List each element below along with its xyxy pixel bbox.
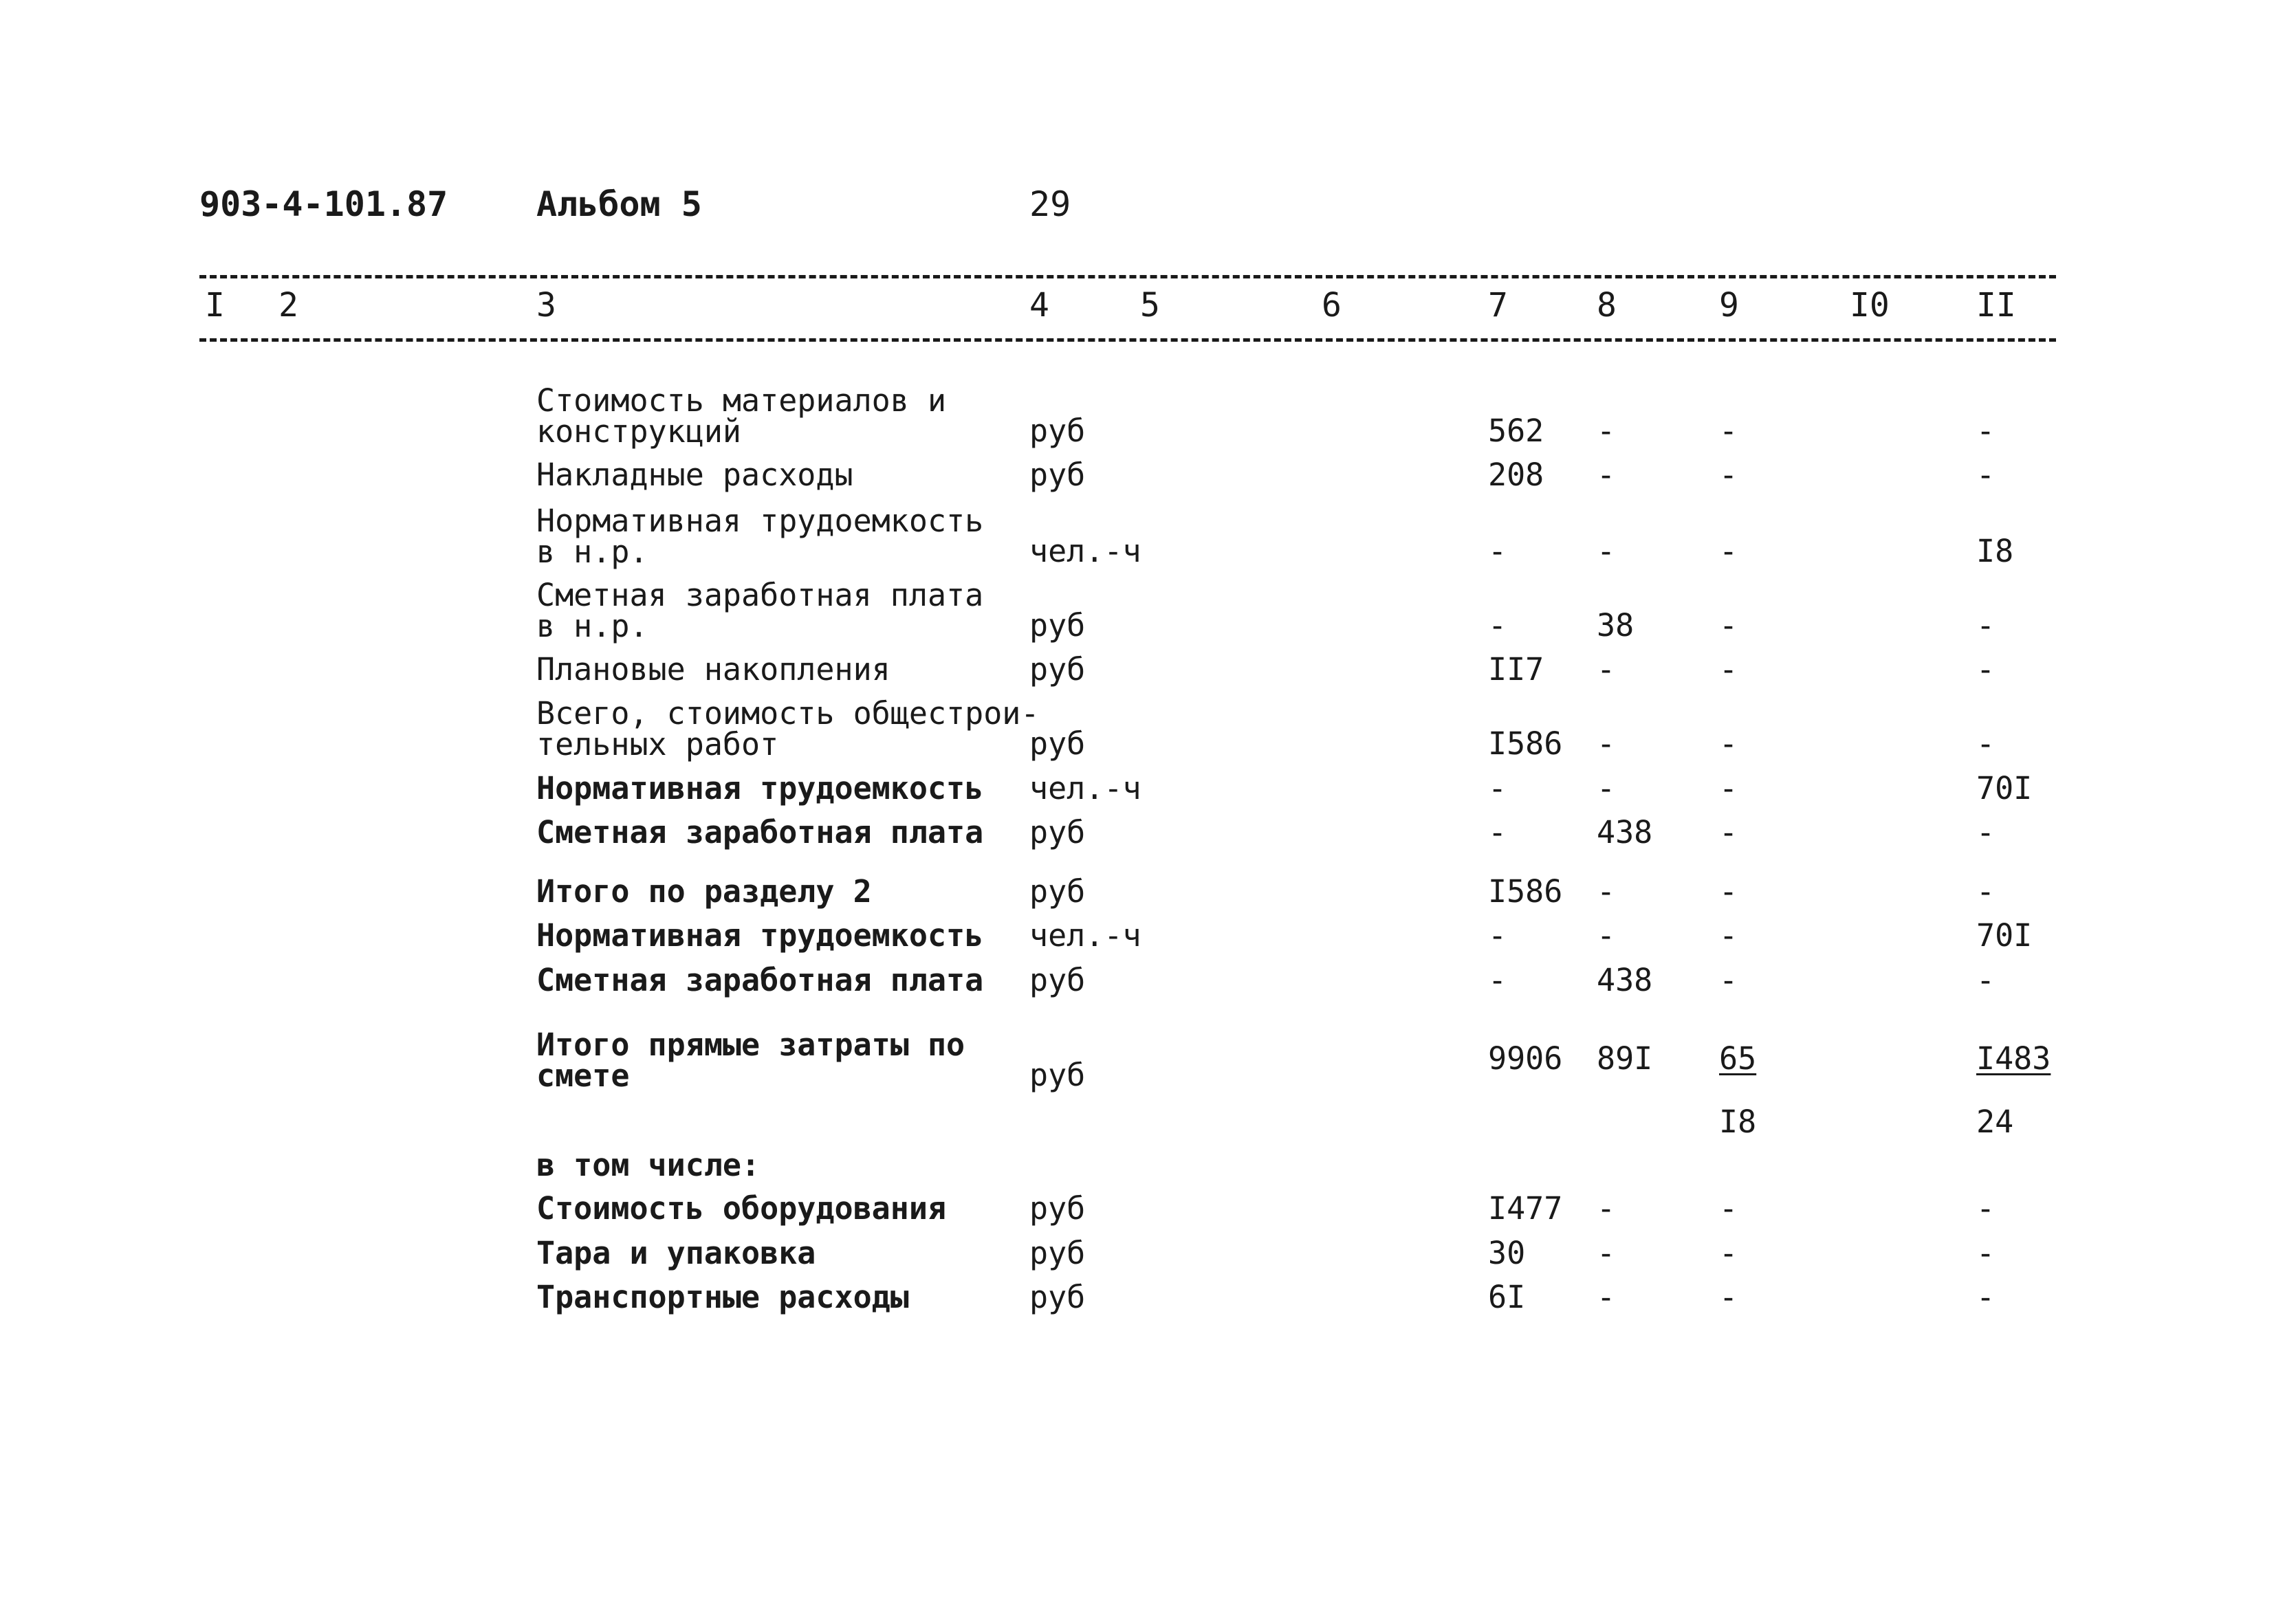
doc-code: 903-4-101.87 [199,184,448,224]
row-col8: - [1597,917,1616,954]
row-col9: - [1719,651,1738,688]
row-unit: руб [1029,457,1086,493]
row-col7: I477 [1488,1190,1563,1227]
row-unit: руб [1029,1057,1086,1093]
row-label: Накладные расходы [536,457,853,493]
row-col11: - [1976,1190,1996,1227]
row-col11: - [1976,962,1996,998]
row-col11: - [1976,413,1996,449]
row-col7: 30 [1488,1235,1526,1271]
row-col9: - [1719,413,1738,449]
row-col8: 438 [1597,962,1653,998]
row-label: Плановые накопления [536,651,890,688]
row-col7: - [1488,917,1507,954]
row-col7: - [1488,770,1507,806]
section-label: в том числе: [536,1147,761,1183]
row-label: Сметная заработная плата [536,962,984,998]
table-header-rule [199,338,2056,342]
row-col11: 70I [1976,917,2033,954]
row-unit: руб [1029,814,1086,851]
row-unit: чел.-ч [1029,770,1141,806]
row-col9: - [1719,1235,1738,1271]
row-col11: - [1976,1279,1996,1315]
row-col9: - [1719,607,1738,644]
row-label: Стоимость материалов и конструкций [536,382,947,450]
row-label: Сметная заработная плата в н.р. [536,577,984,644]
row-label: Нормативная трудоемкость в н.р. [536,503,984,570]
row-col7: - [1488,962,1507,998]
row-col7: - [1488,533,1507,569]
row-col9: - [1719,917,1738,954]
table-row [0,962,2274,1027]
row-col7: - [1488,814,1507,851]
row-label: Нормативная трудоемкость [536,917,984,954]
row-col9: - [1719,457,1738,493]
row-col7: 9906 [1488,1040,1563,1077]
row-col8: - [1597,457,1616,493]
column-number-7: 7 [1488,286,1508,325]
column-number-4: 4 [1029,286,1049,325]
row-col11-denominator: 24 [1976,1104,2014,1140]
row-col11: - [1976,814,1996,851]
row-col9: - [1719,1279,1738,1315]
row-col11-numerator: I483 [1976,1040,2051,1077]
row-col8: - [1597,651,1616,688]
row-col11: 70I [1976,770,2033,806]
row-unit: руб [1029,962,1086,998]
column-number-3: 3 [536,286,556,325]
column-number-10: I0 [1850,286,1890,325]
row-col8: - [1597,873,1616,910]
row-col8: - [1597,770,1616,806]
table-top-rule [199,275,2056,278]
row-col11: I8 [1976,533,2014,569]
row-col8: 438 [1597,814,1653,851]
row-col7: II7 [1488,651,1544,688]
row-col8: - [1597,1190,1616,1227]
row-col7: I586 [1488,873,1563,910]
row-unit: руб [1029,413,1086,449]
row-col7: I586 [1488,725,1563,762]
row-col7: - [1488,607,1507,644]
table-row [0,382,2274,450]
table-row [0,577,2274,644]
row-col9: - [1719,814,1738,851]
row-unit: руб [1029,1279,1086,1315]
table-row [0,1279,2274,1343]
row-unit: руб [1029,1190,1086,1227]
row-col11: - [1976,651,1996,688]
table-row [0,503,2274,570]
column-number-9: 9 [1719,286,1739,325]
row-col9: - [1719,725,1738,762]
row-label: Тара и упаковка [536,1235,816,1271]
row-col8: - [1597,533,1616,569]
row-col9: - [1719,533,1738,569]
row-col8: 89I [1597,1040,1653,1077]
column-number-5: 5 [1140,286,1160,325]
row-col9: - [1719,770,1738,806]
column-number-11: II [1976,286,2016,325]
row-unit: руб [1029,873,1086,910]
row-col11: - [1976,873,1996,910]
row-col9: - [1719,962,1738,998]
row-label: Всего, стоимость общестрои- тельных работ [536,695,1040,762]
row-label: Транспортные расходы [536,1279,909,1315]
column-number-1: I [205,286,225,325]
row-col11: - [1976,607,1996,644]
column-number-2: 2 [278,286,298,325]
row-unit: чел.-ч [1029,533,1141,569]
row-unit: руб [1029,1235,1086,1271]
row-col8: 38 [1597,607,1635,644]
row-col7: 6I [1488,1279,1526,1315]
row-col11: - [1976,1235,1996,1271]
row-col8: - [1597,1279,1616,1315]
table-row [0,814,2274,879]
row-label: Итого прямые затраты по смете [536,1027,965,1094]
row-col8: - [1597,1235,1616,1271]
row-unit: чел.-ч [1029,917,1141,954]
row-col8: - [1597,413,1616,449]
row-col7: 562 [1488,413,1544,449]
row-label: Нормативная трудоемкость [536,770,984,806]
row-col7: 208 [1488,457,1544,493]
table-row [0,695,2274,762]
row-label: Стоимость оборудования [536,1190,947,1227]
row-col9: - [1719,873,1738,910]
column-number-6: 6 [1322,286,1342,325]
row-label: Сметная заработная плата [536,814,984,851]
row-label: Итого по разделу 2 [536,873,872,910]
row-unit: руб [1029,651,1086,688]
row-unit: руб [1029,725,1086,762]
row-col11: - [1976,725,1996,762]
row-col8: - [1597,725,1616,762]
row-col9-denominator: I8 [1719,1104,1757,1140]
page-number: 29 [1029,184,1071,224]
row-unit: руб [1029,607,1086,644]
album-label: Альбом 5 [536,184,702,224]
row-col9-numerator: 65 [1719,1040,1757,1077]
row-col9: - [1719,1190,1738,1227]
column-number-8: 8 [1597,286,1617,325]
row-col11: - [1976,457,1996,493]
table-row [0,1029,2274,1146]
